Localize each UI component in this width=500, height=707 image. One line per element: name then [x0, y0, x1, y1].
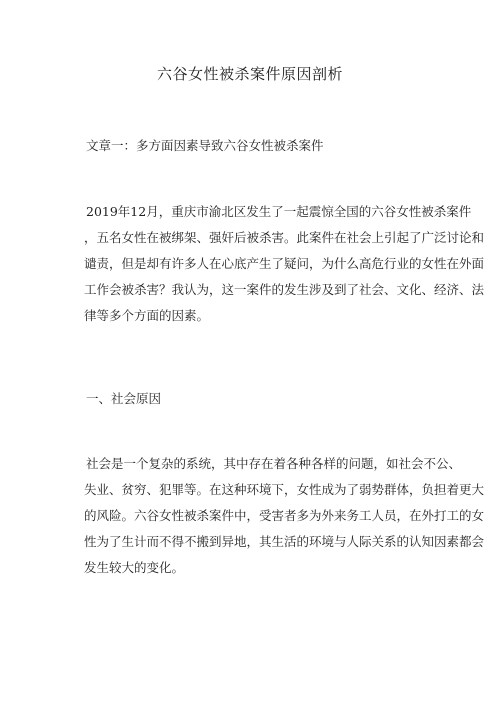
paragraph-2-line-5: 发生较大的变化。	[84, 560, 185, 575]
paragraph-2-line-3: 的风险。六谷女性被杀案件中，受害者多为外来务工人员，在外打工的女	[84, 508, 485, 523]
paragraph-1	[84, 199, 485, 329]
document-title: 六谷女性被杀案件原因剖析	[156, 65, 343, 83]
paragraph-1-line-3: 谴责，但是却有许多人在心底产生了疑问，为什么高危行业的女性在外面	[84, 256, 485, 271]
paragraph-2-line-1: 社会是一个复杂的系统，其中存在着各种各样的问题，如社会不公、	[86, 456, 462, 471]
paragraph-1-line-2: ，五名女性在被绑架、强奸后被杀害。此案件在社会上引起了广泛讨论和	[84, 230, 485, 245]
paragraph-1-line-4: 工作会被杀害？我认为，这一案件的发生涉及到了社会、文化、经济、法	[84, 282, 485, 297]
article-heading: 文章一：多方面因素导致六谷女性被杀案件	[86, 138, 324, 153]
paragraph-2-line-2: 失业、贫穷、犯罪等。在这种环境下，女性成为了弱势群体，负担着更大	[84, 482, 485, 497]
paragraph-1-line-5: 律等多个方面的因素。	[84, 308, 210, 323]
paragraph-2-line-4: 性为了生计而不得不搬到异地，其生活的环境与人际关系的认知因素都会	[84, 534, 485, 549]
paragraph-1-line-1: 2019年12月，重庆市渝北区发生了一起震惊全国的六谷女性被杀案件	[86, 204, 472, 219]
paragraph-2	[84, 451, 485, 581]
section-1-heading: 一、社会原因	[86, 391, 162, 406]
